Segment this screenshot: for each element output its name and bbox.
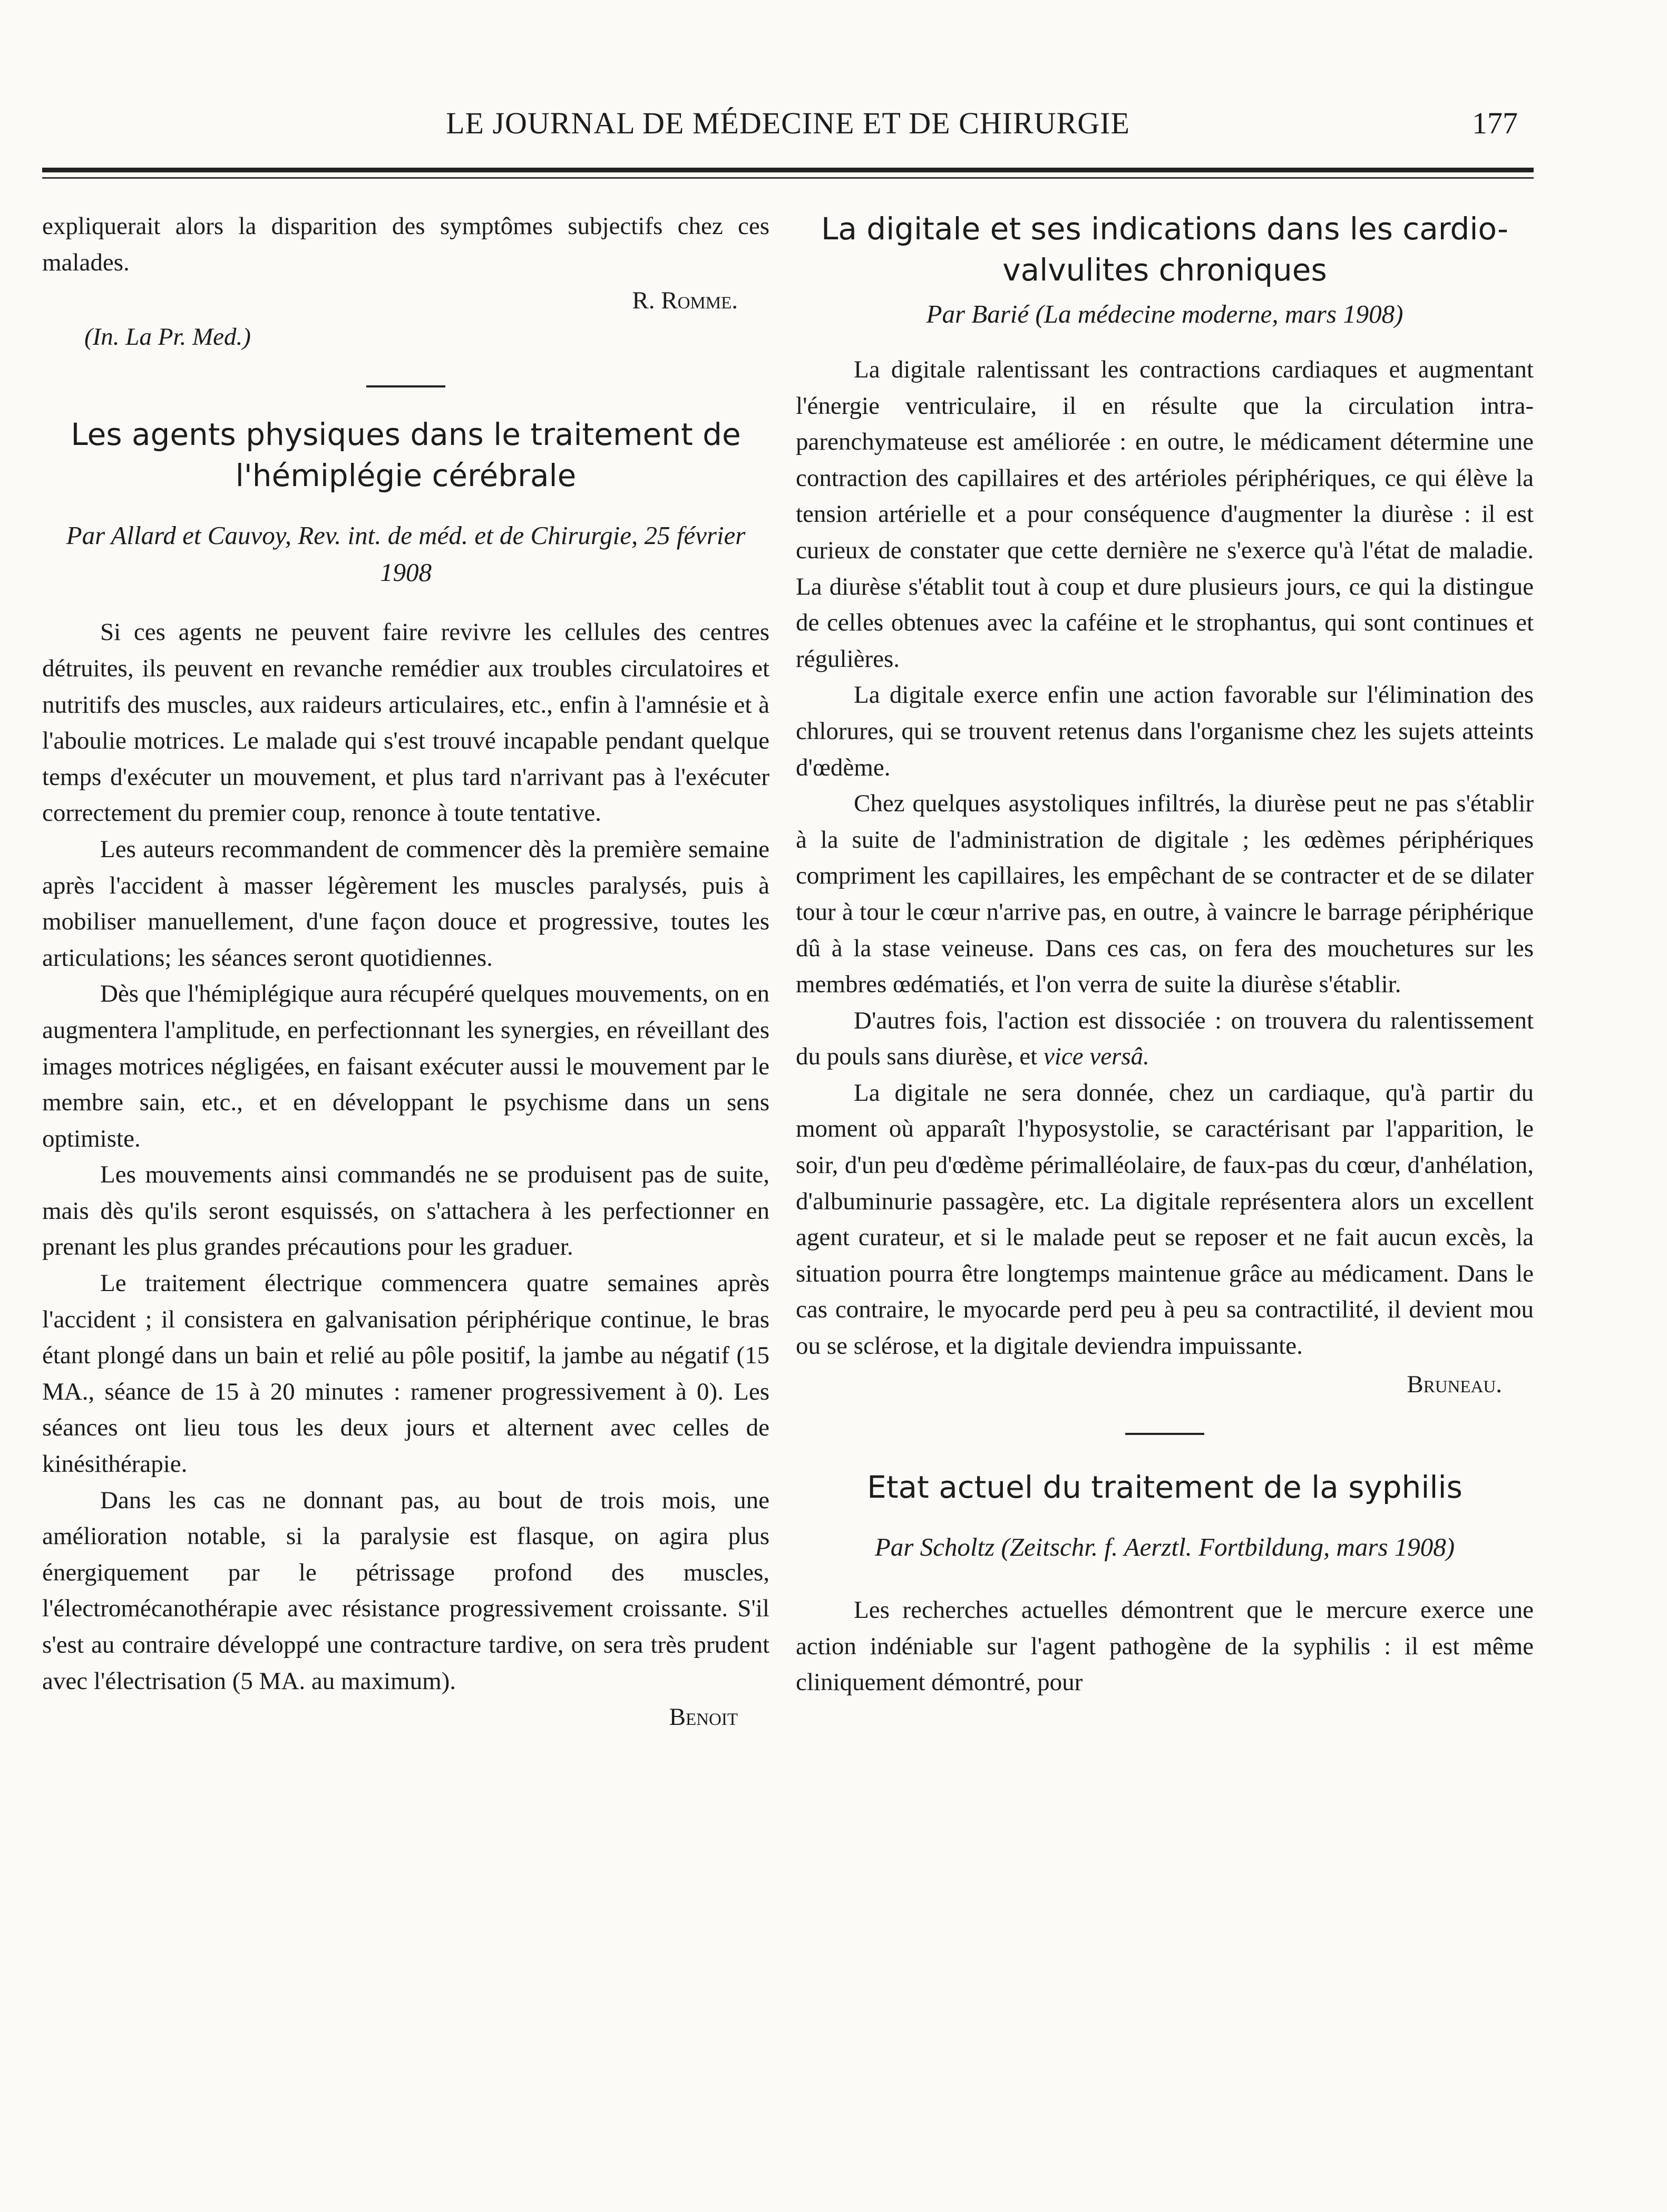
article2-signature: Bruneau. bbox=[1407, 1370, 1502, 1398]
article2-title: La digitale et ses indications dans les cardio-valvulites chroniques bbox=[821, 211, 1508, 288]
continuation-source: (In. La Pr. Med.) bbox=[84, 323, 251, 351]
article1-signature: Benoit bbox=[669, 1703, 738, 1731]
article2-paragraph bbox=[796, 1003, 1534, 1075]
right-column bbox=[796, 208, 1534, 1701]
article2-para4-text: D'autres fois, l'action est dissociée : on trouvera du ralentissement du pouls sans diurèse, et bbox=[796, 1006, 1534, 1071]
page-number: 177 bbox=[1472, 106, 1518, 140]
article2-paragraph: Chez quelques asystoliques infiltrés, la diurèse peut ne pas s'établir à la suite de l'administration de digitale ; les œdèmes périphériques compriment les capillaires, les empêchant de se contracter et de se dilater tour à tour le cœur n'arrive pas, en outre, à vaincre le barrage périphérique dû à la stase veineuse. Dans ces cas, on fera des mouchetures sur les membres œdématiés, et l'on verra de suite la diurèse s'établir. bbox=[796, 790, 1534, 998]
continuation-signature: R. Romme. bbox=[632, 287, 738, 315]
article2-paragraph: La digitale exerce enfin une action favorable sur l'élimination des chlorures, qui se trouvent retenus dans l'organisme chez les sujets atteints d'œdème. bbox=[796, 681, 1534, 781]
header-rule-thick bbox=[42, 168, 1534, 172]
article3-paragraph: Les recherches actuelles démontrent que le mercure exerce une action indéniable sur l'agent pathogène de la syphilis : il est même cliniquement démontré, pour bbox=[796, 1596, 1534, 1696]
article1-paragraph: Si ces agents ne peuvent faire revivre les cellules des centres détruites, ils peuvent en revanche remédier aux troubles circulatoires et nutritifs des muscles, aux raideurs articulaires, etc., enfin à l'amnésie et à l'aboulie motrices. Le malade qui s'est trouvé incapable pendant quelque temps d'exécuter un mouvement, et plus tard n'arrivant pas à l'exécuter correctement du premier coup, renonce à toute tentative. bbox=[42, 618, 769, 827]
article-separator bbox=[1125, 1433, 1204, 1435]
article1-paragraph: Dans les cas ne donnant pas, au bout de trois mois, une amélioration notable, si la paralysie est flasque, on agira plus énergiquement par le pétrissage profond des muscles, l'électromécanothérapie avec résistance progressivement croissante. S'il s'est au contraire développé une contracture tardive, on sera très prudent avec l'électrisation (5 MA. au maximum). bbox=[42, 1486, 769, 1695]
article1-paragraph: Les mouvements ainsi commandés ne se produisent pas de suite, mais dès qu'ils seront esquissés, on s'attachera à les perfectionner en prenant les plus grandes précautions pour les graduer. bbox=[42, 1161, 769, 1261]
article1-byline: Par Allard et Cauvoy, Rev. int. de méd. et de Chirurgie, 25 février 1908 bbox=[66, 521, 746, 587]
journal-title: LE JOURNAL DE MÉDECINE ET DE CHIRURGIE bbox=[446, 106, 1130, 140]
header-rule-thin bbox=[42, 177, 1534, 179]
article1-paragraph: Les auteurs recommandent de commencer dès la première semaine après l'accident à masser légèrement les muscles paralysés, puis à mobiliser manuellement, d'une façon douce et progressive, toutes les articulations; les séances seront quotidiennes. bbox=[42, 835, 769, 972]
article3-title: Etat actuel du traitement de la syphilis bbox=[867, 1469, 1463, 1506]
article1-paragraph: Le traitement électrique commencera quatre semaines après l'accident ; il consistera en galvanisation périphérique continue, le bras étant plongé dans un bain et relié au pôle positif, la jambe au négatif (15 MA., séance de 15 à 20 minutes : ramener progressivement à 0). Les séances ont lieu tous les deux jours et alternent avec celles de kinésithérapie. bbox=[42, 1269, 769, 1478]
continuation-text: expliquerait alors la disparition des symptômes subjectifs chez ces malades. bbox=[42, 212, 769, 276]
article2-paragraph: La digitale ne sera donnée, chez un cardiaque, qu'à partir du moment où apparaît l'hyposystolie, se caractérisant par l'apparition, le soir, d'un peu d'œdème périmalléolaire, de faux-pas du cœur, d'anhélation, d'albuminurie passagère, etc. La digitale représentera alors un excellent agent curateur, et si le malade peut se reposer et ne fait aucun excès, la situation pourra être longtemps maintenue grâce au médicament. Dans le cas contraire, le myocarde perd peu à peu sa contractilité, il devient mou ou se sclérose, et la digitale deviendra impuissante. bbox=[796, 1079, 1534, 1360]
article-separator bbox=[366, 385, 445, 387]
running-header bbox=[42, 105, 1534, 148]
article3-byline: Par Scholtz (Zeitschr. f. Aerztl. Fortbildung, mars 1908) bbox=[874, 1532, 1455, 1562]
left-column bbox=[42, 208, 769, 1735]
article1-title: Les agents physiques dans le traitement de l'hémiplégie cérébrale bbox=[71, 416, 741, 494]
article2-paragraph: La digitale ralentissant les contractions cardiaques et augmentant l'énergie ventriculaire, il en résulte que la circulation intra-parenchymateuse est améliorée : en outre, le médicament détermine une contraction des capillaires et des artérioles périphériques, ce qui élève la tension artérielle et a pour conséquence d'augmenter la diurèse : il est curieux de constater que cette dernière ne s'exerce qu'à l'état de maladie. La diurèse s'établit tout à coup et dure plusieurs jours, ce qui la distingue de celles obtenues avec la caféine et le strophantus, qui sont continues et régulières. bbox=[796, 356, 1534, 673]
article2-para4-emphasis: vice versâ. bbox=[1043, 1043, 1149, 1071]
article1-paragraph: Dès que l'hémiplégique aura récupéré quelques mouvements, on en augmentera l'amplitude, en perfectionnant les synergies, en réveillant des images motrices négligées, en faisant exécuter aussi le mouvement par le membre sain, etc., et en développant le psychisme dans un sens optimiste. bbox=[42, 980, 769, 1152]
article2-byline: Par Barié (La médecine moderne, mars 1908) bbox=[926, 299, 1403, 328]
